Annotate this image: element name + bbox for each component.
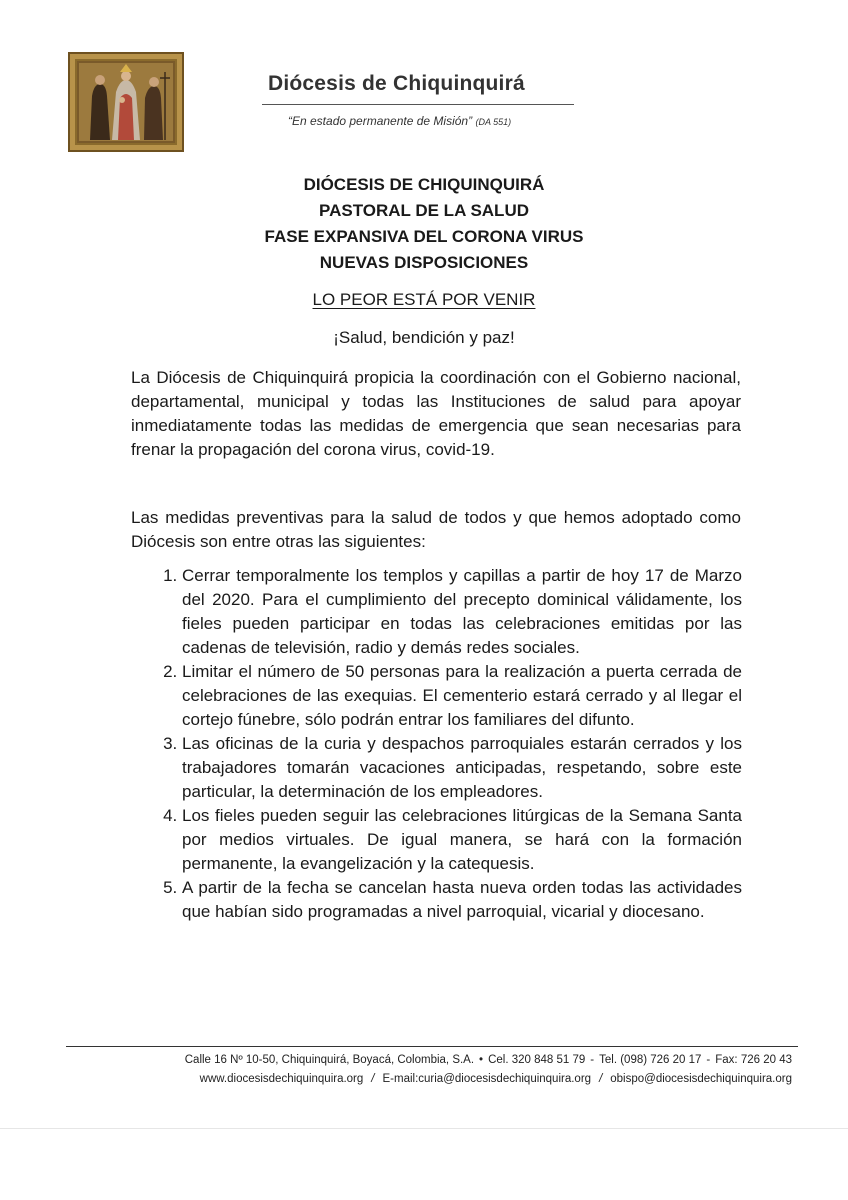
- greeting: ¡Salud, bendición y paz!: [333, 328, 515, 347]
- title-line: PASTORAL DE LA SALUD: [319, 201, 529, 220]
- footer-dash: -: [590, 1054, 595, 1066]
- motto-reference: (DA 551): [475, 117, 512, 127]
- measures-intro-paragraph: Las medidas preventivas para la salud de todos y que hemos adoptado como Diócesis son entre otras las siguientes:: [131, 508, 741, 551]
- footer-dash: -: [706, 1054, 711, 1066]
- diocese-motto: [288, 114, 511, 128]
- diocese-header-title: Diócesis de Chiquinquirá: [268, 72, 525, 95]
- header-divider: [262, 104, 574, 105]
- footer-divider: [66, 1046, 798, 1047]
- motto-text: “En estado permanente de Misión”: [288, 114, 473, 128]
- footer-bishop-email-link[interactable]: obispo@diocesisdechiquinquira.org: [610, 1073, 792, 1085]
- footer-slash: /: [599, 1073, 603, 1085]
- document-title: [0, 172, 848, 276]
- painting-artwork: [70, 54, 182, 150]
- footer-curia-email-link[interactable]: E-mail:curia@diocesisdechiquinquira.org: [382, 1073, 592, 1085]
- footer-cel: Cel. 320 848 51 79: [488, 1054, 586, 1066]
- measure-item: 3. Las oficinas de la curia y despachos parroquiales estarán cerrados y los trabajadores tomarán vacaciones anticipadas, respetando, sobre este particular, la determinación de los empleadores.: [182, 732, 742, 804]
- intro-paragraph: La Diócesis de Chiquinquirá propicia la coordinación con el Gobierno nacional, departamental, municipal y todas las Instituciones de salud para apoyar inmediatamente todas las medidas de emergencia que sean necesarias para frenar la propagación del corona virus, covid-19.: [131, 368, 741, 459]
- footer-fax: Fax: 726 20 43: [715, 1054, 792, 1066]
- measure-item: 4. Los fieles pueden seguir las celebraciones litúrgicas de la Semana Santa por medios virtuales. De igual manera, se hará con la formación permanente, la evangelización y la catequesis.: [182, 804, 742, 876]
- virgin-of-chiquinquira-painting-icon: [68, 52, 184, 152]
- footer-bullet: •: [479, 1054, 484, 1066]
- title-line: FASE EXPANSIVA DEL CORONA VIRUS: [264, 227, 584, 246]
- measure-item: 2. Limitar el número de 50 personas para la realización a puerta cerrada de celebraciones de las exequias. El cementerio estará cerrado y al llegar el cortejo fúnebre, sólo podrán entrar los familiares del difunto.: [182, 660, 742, 732]
- measures-list: [150, 564, 742, 924]
- title-line: NUEVAS DISPOSICIONES: [319, 253, 529, 272]
- footer-web-line: [200, 1073, 792, 1085]
- footer-contact-line: [185, 1054, 792, 1066]
- document-subtitle: LO PEOR ESTÁ POR VENIR: [312, 290, 536, 309]
- footer-tel: Tel. (098) 726 20 17: [599, 1054, 702, 1066]
- footer-slash: /: [371, 1073, 375, 1085]
- title-line: DIÓCESIS DE CHIQUINQUIRÁ: [303, 175, 545, 194]
- footer-website-link[interactable]: www.diocesisdechiquinquira.org: [199, 1073, 364, 1085]
- footer-address: Calle 16 Nº 10-50, Chiquinquirá, Boyacá, Colombia, S.A.: [184, 1054, 475, 1066]
- page-bottom-edge: [0, 1128, 848, 1129]
- measure-item: 5. A partir de la fecha se cancelan hasta nueva orden todas las actividades que habían sido programadas a nivel parroquial, vicarial y diocesano.: [182, 876, 742, 924]
- measure-item: 1. Cerrar temporalmente los templos y capillas a partir de hoy 17 de Marzo del 2020. Para el cumplimiento del precepto dominical válidamente, los fieles pueden participar en todas las celebraciones emitidas por las cadenas de televisión, radio y demás redes sociales.: [182, 564, 742, 660]
